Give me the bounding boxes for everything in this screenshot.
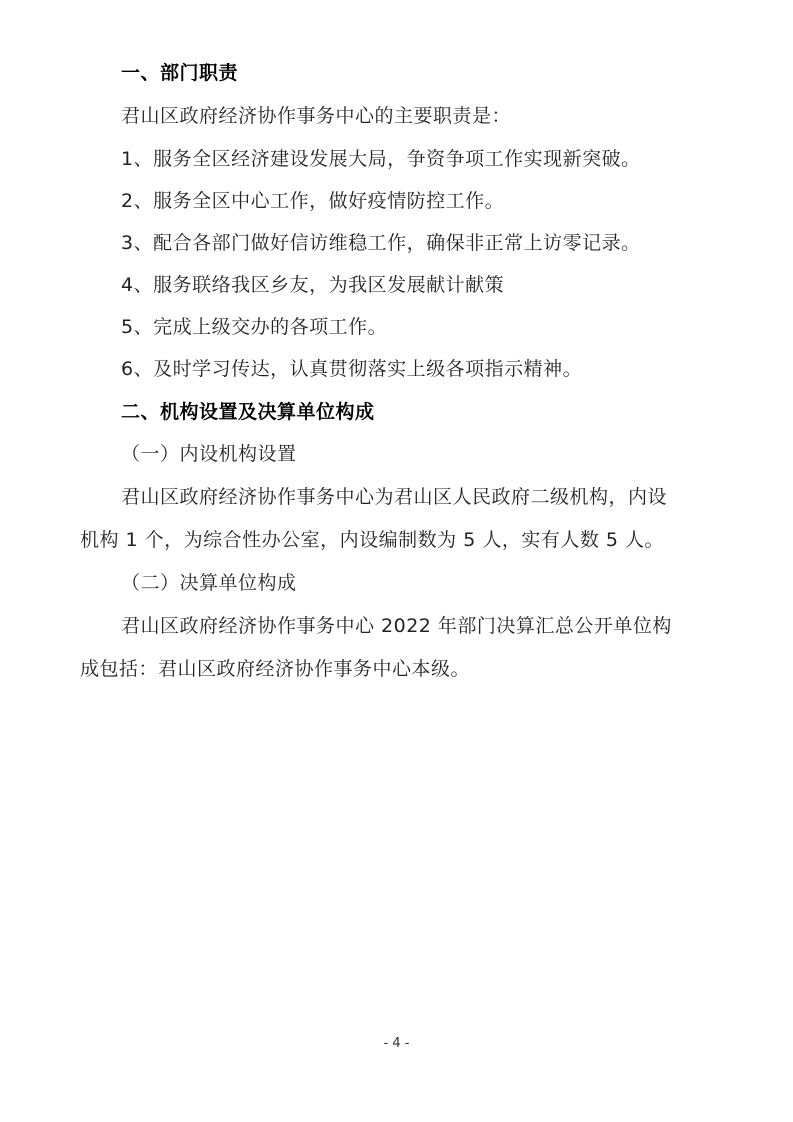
section1-heading: 一、部门职责: [121, 62, 239, 84]
subsection1-paragraph-line1: 君山区政府经济协作事务中心为君山区人民政府二级机构，内设: [121, 486, 668, 508]
subsection1-paragraph-line2: 机构 1 个，为综合性办公室，内设编制数为 5 人，实有人数 5 人。: [80, 529, 665, 551]
page-number: - 4 -: [383, 1036, 410, 1051]
duty-item-5: 5、完成上级交办的各项工作。: [121, 316, 388, 338]
subsection1-title: （一）内设机构设置: [121, 443, 297, 465]
subsection2-paragraph-line1: 君山区政府经济协作事务中心 2022 年部门决算汇总公开单位构: [121, 615, 672, 637]
duty-item-6: 6、及时学习传达，认真贯彻落实上级各项指示精神。: [121, 358, 583, 380]
section2-heading: 二、机构设置及决算单位构成: [121, 401, 375, 423]
duty-item-1: 1、服务全区经济建设发展大局，争资争项工作实现新突破。: [121, 148, 641, 170]
duty-item-4: 4、服务联络我区乡友，为我区发展献计献策: [121, 274, 505, 296]
section1-intro: 君山区政府经济协作事务中心的主要职责是：: [121, 105, 512, 127]
subsection2-title: （二）决算单位构成: [121, 572, 297, 594]
subsection2-paragraph-line2: 成包括：君山区政府经济协作事务中心本级。: [80, 658, 471, 680]
duty-item-3: 3、配合各部门做好信访维稳工作，确保非正常上访零记录。: [121, 232, 641, 254]
duty-item-2: 2、服务全区中心工作，做好疫情防控工作。: [121, 190, 505, 212]
